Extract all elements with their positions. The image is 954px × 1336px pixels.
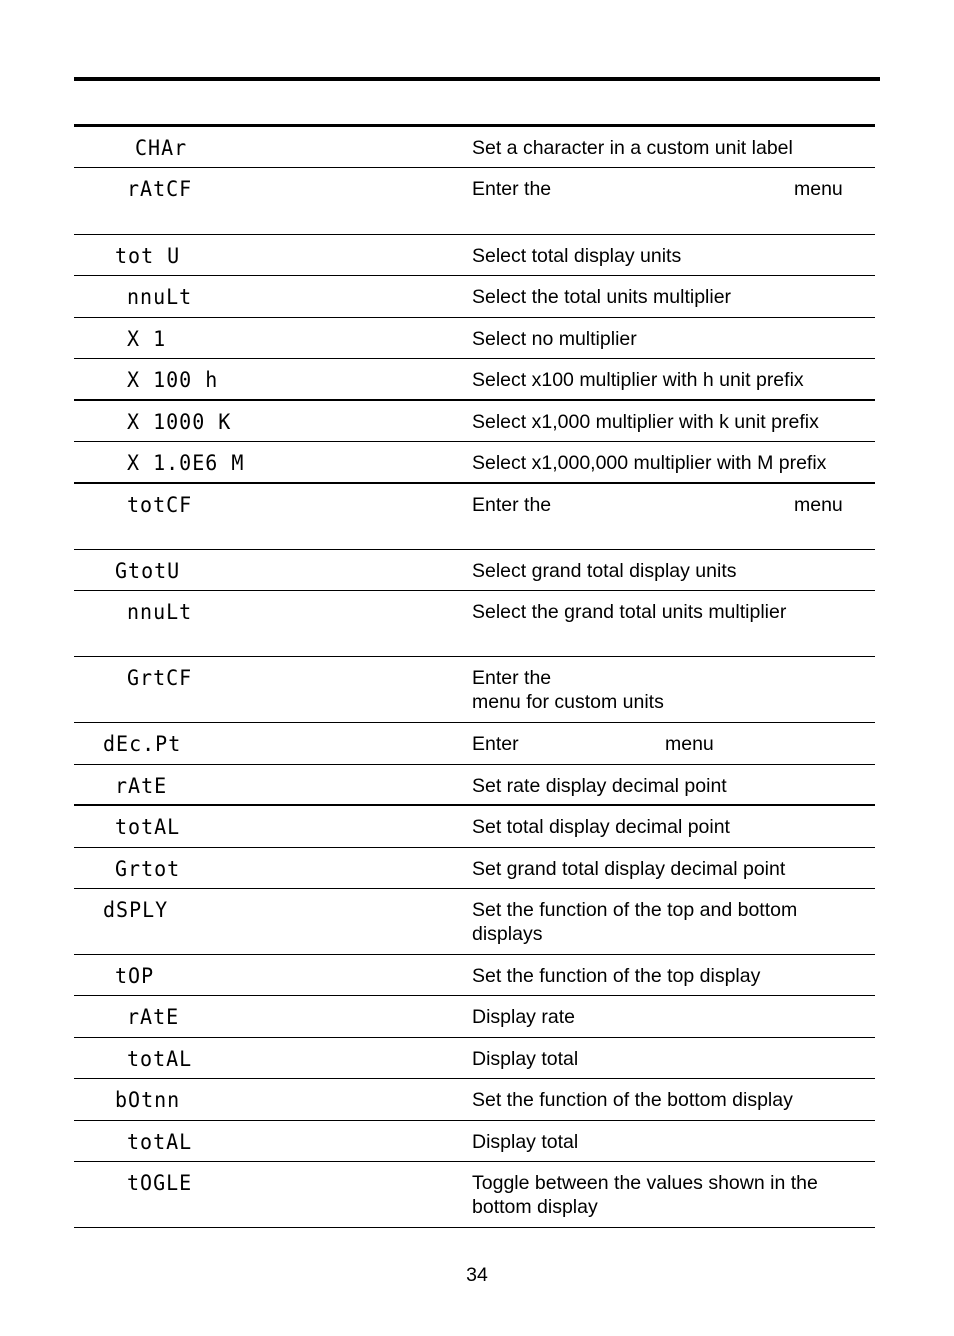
table-row xyxy=(74,235,875,276)
menu-description: Set rate display decimal point xyxy=(472,775,727,797)
header-rule xyxy=(74,77,880,81)
menu-description: Enter xyxy=(472,733,519,755)
table-row xyxy=(74,168,875,235)
menu-code: X 100 h xyxy=(127,367,219,393)
menu-description: Select x100 multiplier with h unit prefix xyxy=(472,369,804,391)
menu-table xyxy=(74,124,875,1228)
menu-description: Select grand total display units xyxy=(472,560,737,582)
menu-code: CHAr xyxy=(135,135,188,161)
menu-description: Set a character in a custom unit label xyxy=(472,137,793,159)
menu-code: totAL xyxy=(127,1046,193,1072)
table-row xyxy=(74,276,875,318)
table-row xyxy=(74,806,875,848)
menu-description: Display total xyxy=(472,1131,579,1153)
menu-code: nnuLt xyxy=(127,284,193,310)
menu-code: X 1000 K xyxy=(127,409,232,435)
menu-description: Enter the xyxy=(472,178,552,200)
table-row xyxy=(74,591,875,657)
table-row xyxy=(74,657,875,723)
menu-description: Set the function of the top display xyxy=(472,965,761,987)
table-row xyxy=(74,765,875,806)
menu-code: totAL xyxy=(127,1129,193,1155)
table-row xyxy=(74,1079,875,1121)
menu-description: Select total display units xyxy=(472,245,682,267)
menu-description: Set grand total display decimal point xyxy=(472,858,786,880)
table-row xyxy=(74,318,875,359)
table-row xyxy=(74,723,875,765)
table-row xyxy=(74,848,875,889)
menu-code: dEc.Pt xyxy=(103,731,182,757)
menu-description-suffix: menu xyxy=(794,494,843,516)
table-row xyxy=(74,955,875,996)
menu-code: totAL xyxy=(115,814,181,840)
menu-description-suffix: menu xyxy=(665,733,714,755)
table-row xyxy=(74,1121,875,1162)
menu-code: dSPLY xyxy=(103,897,169,923)
menu-description: Set the function of the top and bottom displays xyxy=(472,899,798,945)
menu-description: Select no multiplier xyxy=(472,328,637,350)
menu-description: Select the total units multiplier xyxy=(472,286,732,308)
menu-code: Grtot xyxy=(115,856,181,882)
menu-code: rAtE xyxy=(127,1004,180,1030)
menu-description: Select x1,000 multiplier with k unit prefix xyxy=(472,411,819,433)
menu-description: Enter the xyxy=(472,494,552,516)
table-row xyxy=(74,484,875,550)
menu-description: Display rate xyxy=(472,1006,575,1028)
menu-code: nnuLt xyxy=(127,599,193,625)
menu-description: Set total display decimal point xyxy=(472,816,730,838)
table-row xyxy=(74,359,875,401)
menu-code: bOtnn xyxy=(115,1087,181,1113)
table-row xyxy=(74,127,875,168)
menu-description: Toggle between the values shown in the bottom display xyxy=(472,1172,818,1218)
menu-description: Display total xyxy=(472,1048,579,1070)
table-row xyxy=(74,550,875,591)
menu-code: X 1 xyxy=(127,326,167,352)
menu-code: rAtCF xyxy=(127,176,193,202)
menu-description: Select x1,000,000 multiplier with M prefix xyxy=(472,452,827,474)
menu-code: X 1.0E6 M xyxy=(127,450,245,476)
menu-description: Set the function of the bottom display xyxy=(472,1089,793,1111)
page-number: 34 xyxy=(466,1264,488,1286)
menu-code: totCF xyxy=(127,492,193,518)
menu-description: Enter the menu for custom units xyxy=(472,667,664,713)
menu-code: rAtE xyxy=(115,773,168,799)
menu-code: tOGLE xyxy=(127,1170,193,1196)
menu-description: Select the grand total units multiplier xyxy=(472,601,787,623)
table-row xyxy=(74,401,875,442)
menu-code: tot U xyxy=(115,243,181,269)
menu-code: tOP xyxy=(115,963,155,989)
table-row xyxy=(74,1162,875,1228)
menu-description-suffix: menu xyxy=(794,178,843,200)
menu-code: GrtCF xyxy=(127,665,193,691)
table-row xyxy=(74,889,875,955)
table-row xyxy=(74,1038,875,1079)
menu-code: GtotU xyxy=(115,558,181,584)
table-row xyxy=(74,996,875,1038)
table-row xyxy=(74,442,875,484)
